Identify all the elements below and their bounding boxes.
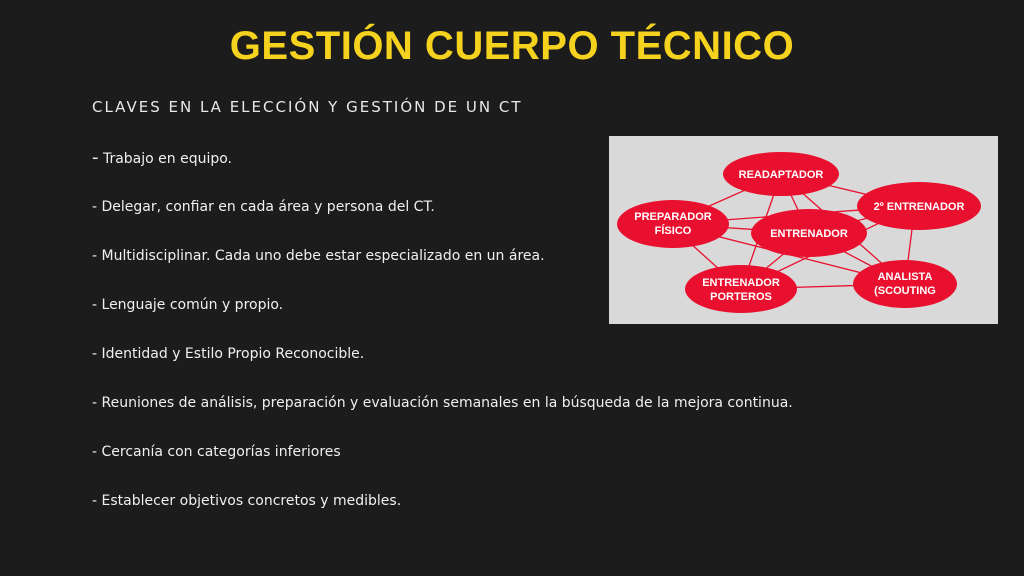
bullet-text: Trabajo en equipo. — [102, 151, 233, 167]
bullet-item — [92, 487, 793, 536]
bullet-dash: - — [92, 493, 98, 509]
slide-subtitle: CLAVES EN LA ELECCIÓN Y GESTIÓN DE UN CT — [92, 98, 523, 116]
bullet-text: Identidad y Estilo Propio Reconocible. — [101, 346, 365, 362]
node-segundo-entrenador — [857, 182, 981, 230]
bullet-text: Cercanía con categorías inferiores — [101, 444, 341, 460]
bullet-text: Reuniones de análisis, preparación y evaluación semanales en la búsqueda de la mejora continua. — [101, 395, 793, 411]
node-preparador-fisico — [617, 200, 729, 248]
bullet-text: Lenguaje común y propio. — [101, 297, 284, 313]
node-label: PREPARADOR — [634, 211, 712, 223]
node-analista — [853, 260, 957, 308]
staff-network-diagram — [609, 136, 998, 324]
bullet-dash: - — [92, 444, 98, 460]
bullet-item — [92, 389, 793, 438]
node-label: ENTRENADOR — [702, 277, 780, 289]
bullet-dash: - — [92, 297, 98, 313]
node-label: PORTEROS — [710, 291, 772, 303]
bullet-text: Multidisciplinar. Cada uno debe estar especializado en un área. — [101, 248, 545, 264]
staff-network-svg — [609, 136, 998, 324]
bullet-dash: - — [92, 199, 98, 215]
bullet-item — [92, 438, 793, 487]
node-label: ANALISTA — [877, 271, 933, 283]
bullet-dash: - — [92, 147, 99, 168]
node-readaptador — [723, 152, 839, 196]
node-label: ENTRENADOR — [770, 228, 848, 240]
bullet-item — [92, 340, 793, 389]
bullet-dash: - — [92, 248, 98, 264]
node-entrenador-porteros — [685, 265, 797, 313]
node-label: 2º ENTRENADOR — [873, 201, 965, 213]
node-label: READAPTADOR — [738, 169, 824, 181]
node-label: (SCOUTING — [874, 285, 936, 297]
bullet-text: Establecer objetivos concretos y medibles. — [101, 493, 402, 509]
node-entrenador — [751, 209, 867, 257]
bullet-text: Delegar, confiar en cada área y persona del CT. — [101, 199, 435, 215]
bullet-dash: - — [92, 395, 98, 411]
bullet-dash: - — [92, 346, 98, 362]
node-label: FÍSICO — [654, 225, 692, 237]
slide-title: GESTIÓN CUERPO TÉCNICO — [229, 24, 795, 68]
